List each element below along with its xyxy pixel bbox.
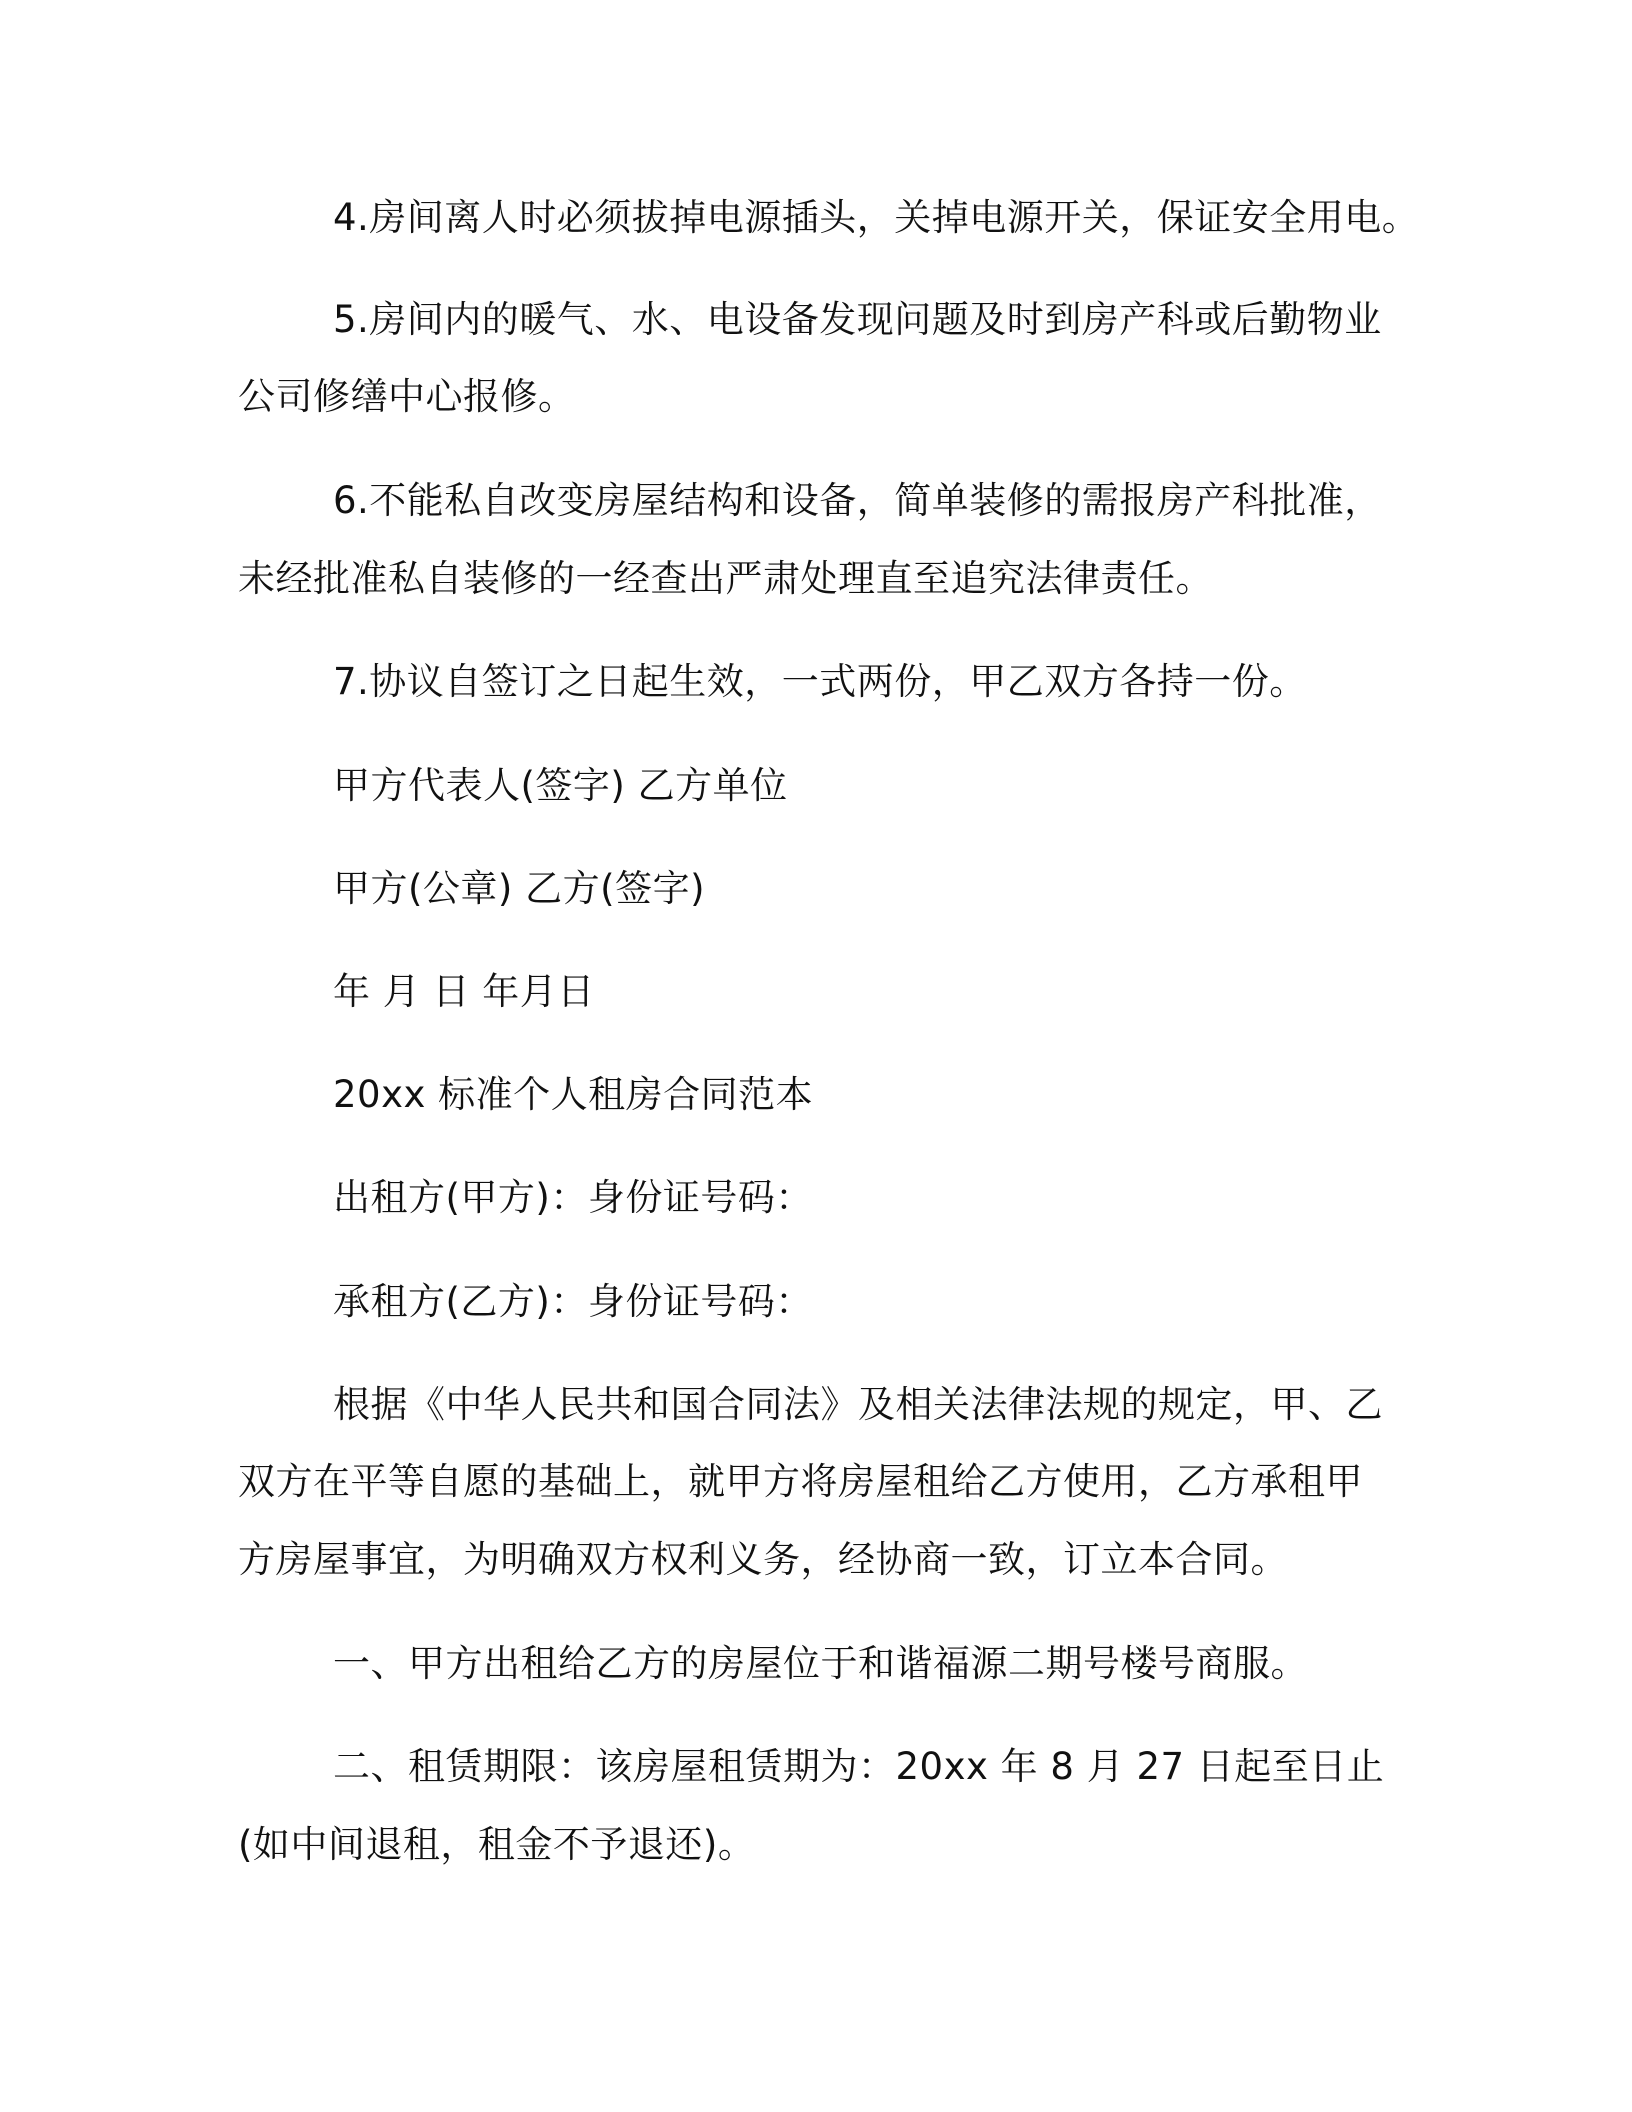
clause-line: 一、甲方出租给乙方的房屋位于和谐福源二期号楼号商服。 [333,1642,1308,1685]
party-line: 出租方(甲方)：身份证号码： [333,1176,813,1219]
paragraph-line: 未经批准私自装修的一经查出严肃处理直至追究法律责任。 [238,557,1213,600]
paragraph-line: 方房屋事宜，为明确双方权利义务，经协商一致，订立本合同。 [238,1538,1288,1581]
paragraph-line: 7.协议自签订之日起生效，一式两份，甲乙双方各持一份。 [333,660,1307,703]
paragraph-line: 根据《中华人民共和国合同法》及相关法律法规的规定，甲、乙 [333,1383,1383,1426]
paragraph-line: 公司修缮中心报修。 [238,375,576,418]
paragraph-line: 6.不能私自改变房屋结构和设备，简单装修的需报房产科批准， [333,479,1382,522]
paragraph-line: 4.房间离人时必须拔掉电源插头，关掉电源开关，保证安全用电。 [333,196,1420,239]
signature-line: 甲方代表人(签字) 乙方单位 [333,764,788,807]
date-line: 年 月 日 年月日 [333,970,595,1013]
signature-line: 甲方(公章) 乙方(签字) [333,867,706,910]
contract-title: 20xx 标准个人租房合同范本 [333,1073,814,1116]
paragraph-line: 双方在平等自愿的基础上，就甲方将房屋租给乙方使用，乙方承租甲 [238,1460,1363,1503]
party-line: 承租方(乙方)：身份证号码： [333,1280,813,1323]
clause-line: (如中间退租，租金不予退还)。 [238,1823,756,1866]
paragraph-line: 5.房间内的暖气、水、电设备发现问题及时到房产科或后勤物业 [333,298,1382,341]
clause-line: 二、租赁期限：该房屋租赁期为：20xx 年 8 月 27 日起至日止 [333,1745,1385,1788]
